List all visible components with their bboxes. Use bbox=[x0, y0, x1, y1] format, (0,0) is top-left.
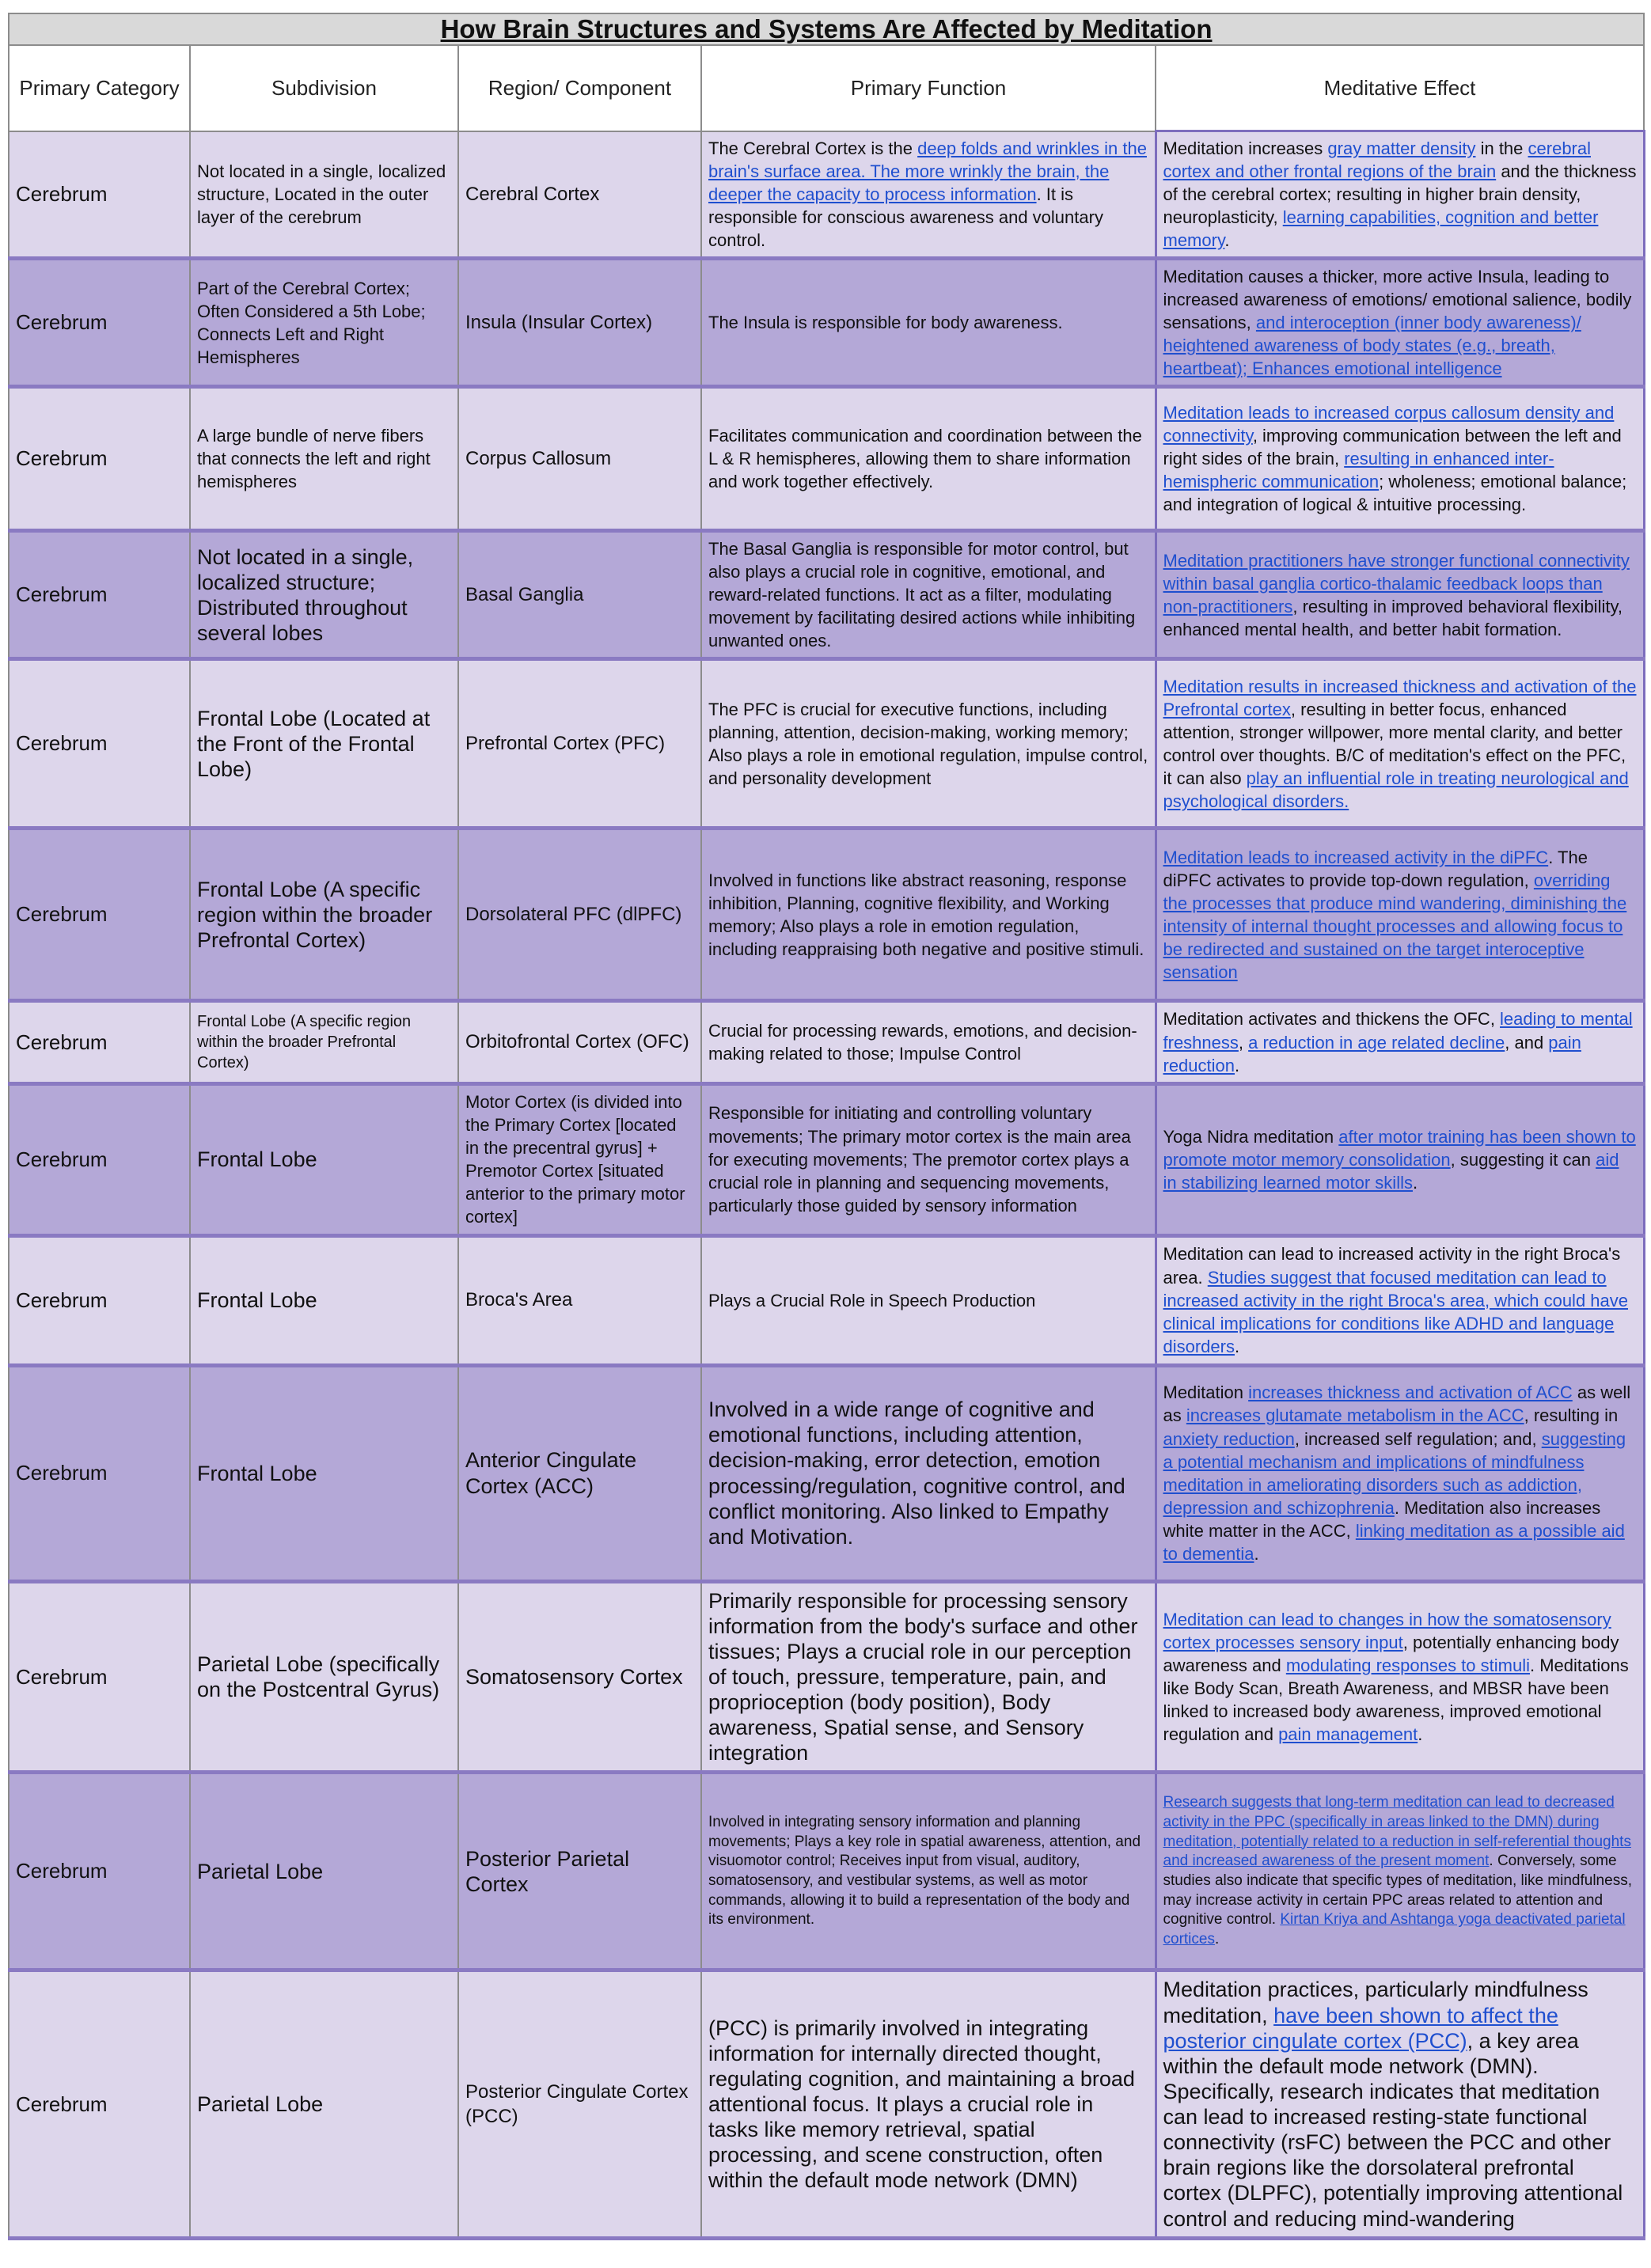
cell-text: . bbox=[1412, 1172, 1418, 1193]
function-cell bbox=[701, 531, 1156, 659]
function-cell bbox=[701, 1365, 1156, 1581]
function-cell bbox=[701, 259, 1156, 387]
cell-text: , increased self regulation; and, bbox=[1294, 1428, 1542, 1449]
effect-cell bbox=[1156, 1235, 1644, 1365]
cell-text: Facilitates communication and coordination between the L & R hemispheres, allowing them to share information and work together effectively. bbox=[708, 426, 1142, 492]
region-cell: Posterior Parietal Cortex bbox=[458, 1773, 701, 1970]
cell-text: , and bbox=[1505, 1032, 1549, 1052]
subdivision-cell: Frontal Lobe bbox=[190, 1083, 458, 1235]
cell-text: Yoga Nidra meditation bbox=[1163, 1126, 1339, 1147]
effect-cell bbox=[1156, 131, 1644, 259]
cell-text: Meditation bbox=[1163, 1382, 1249, 1403]
function-cell bbox=[701, 387, 1156, 531]
region-cell: Broca's Area bbox=[458, 1235, 701, 1365]
reference-link[interactable]: Meditation leads to increased corpus callosum density and connectivity bbox=[1163, 403, 1615, 446]
subdivision-cell: Not located in a single, localized structure, Located in the outer layer of the cerebrum bbox=[190, 131, 458, 259]
header-primary-category: Primary Category bbox=[9, 45, 190, 131]
subdivision-cell: Not located in a single, localized structure; Distributed throughout several lobes bbox=[190, 531, 458, 659]
reference-link[interactable]: overriding the processes that produce mind wandering, diminishing the intensity of internal thought processes and allowing focus to be redirected and sustained on the target interoceptive sensation bbox=[1163, 870, 1627, 983]
cell-text: and the thickness of the cerebral cortex; resulting in higher brain density, neuroplasticity, bbox=[1163, 161, 1637, 228]
subdivision-cell: A large bundle of nerve fibers that connects the left and right hemispheres bbox=[190, 387, 458, 531]
subdivision-cell: Frontal Lobe (A specific region within the broader Prefrontal Cortex) bbox=[190, 829, 458, 1001]
reference-link[interactable]: deep folds and wrinkles in the brain's surface area. The more wrinkly the brain, the deeper the capacity to process information bbox=[708, 138, 1147, 204]
effect-cell bbox=[1156, 1773, 1644, 1970]
reference-link[interactable]: Meditation practitioners have stronger functional connectivity within basal ganglia cortico-thalamic feedback loops than non-practitioners bbox=[1163, 550, 1630, 616]
reference-link[interactable]: play an influential role in treating neurological and psychological disorders. bbox=[1163, 768, 1629, 812]
region-cell: Anterior Cingulate Cortex (ACC) bbox=[458, 1365, 701, 1581]
cell-text: ; wholeness; emotional balance; and integration of logical & intuitive processing. bbox=[1163, 472, 1627, 515]
reference-link[interactable]: learning capabilities, cognition and better memory bbox=[1163, 207, 1599, 251]
region-cell: Cerebral Cortex bbox=[458, 131, 701, 259]
cell-text: Plays a Crucial Role in Speech Production bbox=[708, 1290, 1036, 1310]
cell-text: The Insula is responsible for body awareness. bbox=[708, 313, 1063, 333]
cell-text: , resulting in better focus, enhanced attention, stronger willpower, more mental clarity, and better control over thoughts. B/C of meditation's effect on the PFC, it can also bbox=[1163, 699, 1626, 788]
reference-link[interactable]: after motor training has been shown to promote motor memory consolidation bbox=[1163, 1126, 1636, 1170]
reference-link[interactable]: Studies suggest that focused meditation can lead to increased activity in the right Broca's area, which could have clinical implications for conditions like ADHD and language disorders bbox=[1163, 1267, 1629, 1356]
table-row bbox=[9, 1365, 1644, 1581]
region-cell: Orbitofrontal Cortex (OFC) bbox=[458, 1001, 701, 1083]
reference-link[interactable]: anxiety reduction bbox=[1163, 1428, 1295, 1449]
region-cell: Insula (Insular Cortex) bbox=[458, 259, 701, 387]
table-row bbox=[9, 387, 1644, 531]
cell-text: The Cerebral Cortex is the bbox=[708, 138, 918, 158]
effect-cell bbox=[1156, 1970, 1644, 2238]
cell-text: , potentially enhancing body awareness and bbox=[1163, 1632, 1619, 1675]
cell-text: . bbox=[1235, 1055, 1240, 1075]
effect-cell bbox=[1156, 531, 1644, 659]
table-row bbox=[9, 829, 1644, 1001]
reference-link[interactable]: and interoception (inner body awareness)/ heightened awareness of body states (e.g., breath, heartbeat); Enhances emotional intelligence bbox=[1163, 313, 1581, 379]
cell-text: . The diPFC activates to provide top-down regulation, bbox=[1163, 847, 1588, 890]
cell-text: . Meditations like Body Scan, Breath Awareness, and MBSR have been linked to increased body awareness, improved emotional regulation and bbox=[1163, 1655, 1629, 1745]
function-cell bbox=[701, 829, 1156, 1001]
category-cell: Cerebrum bbox=[9, 531, 190, 659]
effect-cell bbox=[1156, 1365, 1644, 1581]
reference-link[interactable]: increases thickness and activation of ACC bbox=[1248, 1382, 1573, 1403]
reference-link[interactable]: Meditation results in increased thickness and activation of the Prefrontal cortex bbox=[1163, 676, 1637, 719]
reference-link[interactable]: linking meditation as a possible aid to dementia bbox=[1163, 1520, 1625, 1564]
subdivision-cell: Parietal Lobe (specifically on the Postcentral Gyrus) bbox=[190, 1581, 458, 1773]
category-cell: Cerebrum bbox=[9, 1083, 190, 1235]
header-subdivision: Subdivision bbox=[190, 45, 458, 131]
subdivision-cell: Frontal Lobe (Located at the Front of the Frontal Lobe) bbox=[190, 659, 458, 829]
subdivision-cell: Frontal Lobe (A specific region within the broader Prefrontal Cortex) bbox=[190, 1001, 458, 1083]
cell-text: . bbox=[1254, 1543, 1259, 1564]
reference-link[interactable]: Kirtan Kriya and Ashtanga yoga deactivated parietal cortices bbox=[1163, 1911, 1626, 1948]
cell-text: Meditation practices, particularly mindfulness meditation, bbox=[1163, 1978, 1588, 2027]
effect-cell bbox=[1156, 829, 1644, 1001]
effect-cell bbox=[1156, 259, 1644, 387]
table-row bbox=[9, 259, 1644, 387]
category-cell: Cerebrum bbox=[9, 829, 190, 1001]
header-region: Region/ Component bbox=[458, 45, 701, 131]
category-cell: Cerebrum bbox=[9, 1365, 190, 1581]
effect-cell bbox=[1156, 1581, 1644, 1773]
table-body bbox=[9, 131, 1644, 2239]
function-cell bbox=[701, 1581, 1156, 1773]
reference-link[interactable]: modulating responses to stimuli bbox=[1285, 1655, 1530, 1675]
cell-text: . Meditation also increases white matter in the ACC, bbox=[1163, 1497, 1601, 1541]
subdivision-cell: Part of the Cerebral Cortex; Often Considered a 5th Lobe; Connects Left and Right Hemispheres bbox=[190, 259, 458, 387]
table-row bbox=[9, 1001, 1644, 1083]
cell-text: , a key area within the default mode network (DMN). Specifically, research indicates that meditation can lead to increased resting-state functional connectivity (rsFC) between the PCC and other brain regions like the dorsolateral prefrontal cortex (DLPFC), potentially improving attentional control and reducing mind-wandering bbox=[1163, 2028, 1623, 2231]
region-cell: Motor Cortex (is divided into the Primary Cortex [located in the precentral gyrus] + Premotor Cortex [situated anterior to the primary motor cortex] bbox=[458, 1083, 701, 1235]
header-row bbox=[9, 45, 1644, 131]
subdivision-cell: Parietal Lobe bbox=[190, 1773, 458, 1970]
table-row bbox=[9, 659, 1644, 829]
effect-cell bbox=[1156, 1083, 1644, 1235]
cell-text: , resulting in improved behavioral flexibility, enhanced mental health, and better habit formation. bbox=[1163, 596, 1623, 639]
category-cell: Cerebrum bbox=[9, 131, 190, 259]
cell-text: Involved in functions like abstract reasoning, response inhibition, Planning, cognitive flexibility, and Working memory; Also plays a role in emotion regulation, including reappraising both negative and positive stimuli. bbox=[708, 870, 1144, 959]
cell-text: in the bbox=[1475, 138, 1528, 158]
cell-text: , suggesting it can bbox=[1450, 1149, 1596, 1170]
cell-text: . bbox=[1214, 1931, 1220, 1948]
function-cell bbox=[701, 1773, 1156, 1970]
cell-text: . It is responsible for conscious awareness and voluntary control. bbox=[708, 184, 1103, 250]
reference-link[interactable]: gray matter density bbox=[1327, 138, 1476, 158]
effect-cell bbox=[1156, 1001, 1644, 1083]
table-row bbox=[9, 131, 1644, 259]
subdivision-cell: Parietal Lobe bbox=[190, 1970, 458, 2238]
region-cell: Dorsolateral PFC (dlPFC) bbox=[458, 829, 701, 1001]
cell-text: The PFC is crucial for executive functions, including planning, attention, decision-making, working memory; Also plays a role in emotional regulation, impulse control, and personality development bbox=[708, 699, 1148, 788]
reference-link[interactable]: increases glutamate metabolism in the ACC bbox=[1186, 1405, 1524, 1426]
cell-text: Crucial for processing rewards, emotions, and decision-making related to those; Impulse Control bbox=[708, 1020, 1137, 1064]
reference-link[interactable]: a reduction in age related decline bbox=[1248, 1032, 1505, 1052]
function-cell bbox=[701, 659, 1156, 829]
category-cell: Cerebrum bbox=[9, 387, 190, 531]
cell-text: Involved in integrating sensory information and planning movements; Plays a key role in spatial awareness, attention, and visuomotor control; Receives input from visual, auditory, somatosensory, and vestibular systems, as well as motor commands, allowing it to build a representation of the body and its environment. bbox=[708, 1813, 1141, 1929]
meditation-table bbox=[8, 13, 1645, 2240]
region-cell: Basal Ganglia bbox=[458, 531, 701, 659]
category-cell: Cerebrum bbox=[9, 259, 190, 387]
reference-link[interactable]: pain reduction bbox=[1163, 1032, 1581, 1075]
cell-text: Meditation activates and thickens the OFC, bbox=[1163, 1009, 1501, 1030]
reference-link[interactable]: have been shown to affect the posterior cingulate cortex (PCC) bbox=[1163, 2003, 1558, 2053]
category-cell: Cerebrum bbox=[9, 1235, 190, 1365]
cell-text: Meditation causes a thicker, more active Insula, leading to increased awareness of emotions/ emotional salience, bodily sensations, bbox=[1163, 267, 1632, 333]
category-cell: Cerebrum bbox=[9, 1970, 190, 2238]
cell-text: Involved in a wide range of cognitive and emotional functions, including attention, decision-making, error detection, emotion processing/regulation, cognitive control, and conflict monitoring. Also linked to Empathy and Motivation. bbox=[708, 1398, 1125, 1549]
function-cell bbox=[701, 1970, 1156, 2238]
table-row bbox=[9, 1235, 1644, 1365]
reference-link[interactable]: aid in stabilizing learned motor skills bbox=[1163, 1149, 1619, 1193]
table-row bbox=[9, 1773, 1644, 1970]
region-cell: Posterior Cingulate Cortex (PCC) bbox=[458, 1970, 701, 2238]
cell-text: Responsible for initiating and controlling voluntary movements; The primary motor cortex is the main area for executing movements; The premotor cortex plays a crucial role in planning and sequencing movements, particularly those guided by sensory information bbox=[708, 1103, 1131, 1216]
reference-link[interactable]: resulting in enhanced inter-hemispheric communication bbox=[1163, 449, 1554, 492]
category-cell: Cerebrum bbox=[9, 1581, 190, 1773]
cell-text: . bbox=[1224, 230, 1230, 251]
cell-text: Meditation increases bbox=[1163, 138, 1328, 158]
cell-text: , resulting in bbox=[1524, 1405, 1619, 1426]
region-cell: Somatosensory Cortex bbox=[458, 1581, 701, 1773]
reference-link[interactable]: leading to mental freshness bbox=[1163, 1009, 1633, 1052]
header-primary-function: Primary Function bbox=[701, 45, 1156, 131]
reference-link[interactable]: Research suggests that long-term meditation can lead to decreased activity in the PPC (specifically in areas linked to the DMN) during meditation, potentially related to a reduction in self-referential thoughts and increased awareness of the present moment bbox=[1163, 1794, 1631, 1870]
effect-cell bbox=[1156, 387, 1644, 531]
spreadsheet bbox=[8, 13, 1643, 2240]
table-row bbox=[9, 1970, 1644, 2238]
category-cell: Cerebrum bbox=[9, 1001, 190, 1083]
category-cell: Cerebrum bbox=[9, 659, 190, 829]
reference-link[interactable]: suggesting a potential mechanism and implications of mindfulness meditation in ameliorating disorders such as addiction, depression and schizophrenia bbox=[1163, 1428, 1626, 1518]
subdivision-cell: Frontal Lobe bbox=[190, 1235, 458, 1365]
header-meditative-effect: Meditative Effect bbox=[1156, 45, 1644, 131]
cell-text: , bbox=[1238, 1032, 1249, 1052]
category-cell: Cerebrum bbox=[9, 1773, 190, 1970]
cell-text: The Basal Ganglia is responsible for motor control, but also plays a crucial role in cognitive, emotional, and reward-related functions. It act as a filter, modulating movement by facilitating desired actions while inhibiting unwanted ones. bbox=[708, 539, 1136, 651]
table-row bbox=[9, 1581, 1644, 1773]
cell-text: . Conversely, some studies also indicate that specific types of meditation, like mindfulness, may increase activity in certain PPC areas related to attention and cognitive control. bbox=[1163, 1853, 1632, 1929]
table-row bbox=[9, 531, 1644, 659]
function-cell bbox=[701, 1235, 1156, 1365]
function-cell bbox=[701, 1083, 1156, 1235]
function-cell bbox=[701, 1001, 1156, 1083]
table-title: How Brain Structures and Systems Are Affected by Meditation bbox=[440, 14, 1213, 44]
cell-text: , improving communication between the left and right sides of the brain, bbox=[1163, 426, 1622, 469]
cell-text: . bbox=[1234, 1336, 1240, 1356]
reference-link[interactable]: pain management bbox=[1278, 1724, 1418, 1745]
reference-link[interactable]: Meditation can lead to changes in how the somatosensory cortex processes sensory input bbox=[1163, 1609, 1611, 1652]
region-cell: Prefrontal Cortex (PFC) bbox=[458, 659, 701, 829]
function-cell bbox=[701, 131, 1156, 259]
reference-link[interactable]: Meditation leads to increased activity in the diPFC bbox=[1163, 847, 1549, 867]
cell-text: Primarily responsible for processing sensory information from the body's surface and other tissues; Plays a crucial role in our perception of touch, pressure, temperature, pain, and proprioception (body position), Body awareness, Spatial sense, and Sensory integration bbox=[708, 1588, 1138, 1765]
effect-cell bbox=[1156, 659, 1644, 829]
cell-text: Meditation can lead to increased activity in the right Broca's area. bbox=[1163, 1244, 1621, 1288]
cell-text: . bbox=[1418, 1724, 1423, 1745]
table-row bbox=[9, 1083, 1644, 1235]
reference-link[interactable]: cerebral cortex and other frontal regions of the brain bbox=[1163, 138, 1591, 182]
title-cell bbox=[9, 13, 1644, 45]
cell-text: (PCC) is primarily involved in integrating information for internally directed thought, regulating cognition, and maintaining a broad attentional focus. It plays a crucial role in tasks like memory retrieval, spatial processing, and scene construction, often within the default mode network (DMN) bbox=[708, 2016, 1135, 2193]
cell-text: as well as bbox=[1163, 1382, 1631, 1426]
region-cell: Corpus Callosum bbox=[458, 387, 701, 531]
subdivision-cell: Frontal Lobe bbox=[190, 1365, 458, 1581]
